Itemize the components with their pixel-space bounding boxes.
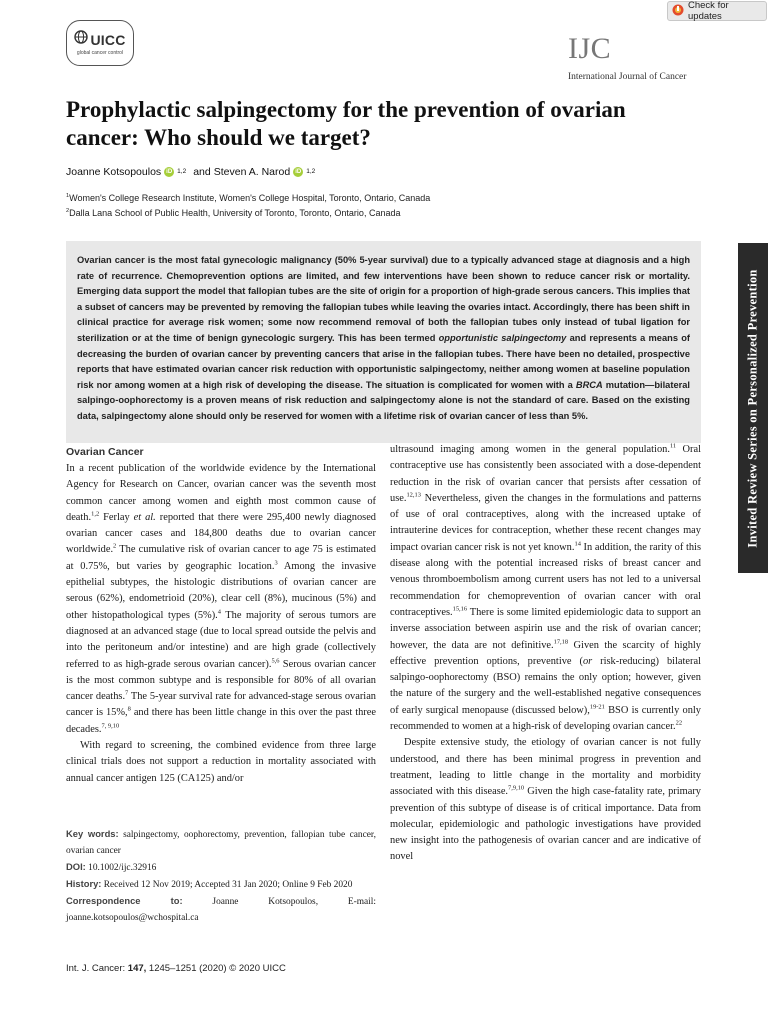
affiliation-item: $^2$Dalla Lana School of Public Health, University of Toronto, Toronto, Ontario, Canada bbox=[66, 208, 401, 218]
right-column bbox=[390, 442, 701, 866]
article-metadata bbox=[66, 826, 376, 926]
check-for-updates-button[interactable] bbox=[667, 1, 767, 21]
journal-abbreviation: IJC bbox=[568, 32, 612, 65]
author-name: Steven A. Narod bbox=[213, 166, 291, 178]
left-column bbox=[66, 444, 376, 787]
logo-tagline: global cancer control bbox=[76, 50, 124, 56]
orcid-icon[interactable]: iD bbox=[295, 169, 302, 175]
uicc-logo bbox=[66, 20, 134, 66]
author-name: Joanne Kotsopoulos bbox=[66, 166, 162, 178]
abstract-box bbox=[66, 241, 701, 443]
body-paragraph: Despite extensive study, the etiology of ovarian cancer is not fully understood, and there has been minimal progress in prevention and treatment, leading to little change in the mortality and morbidity associated with this disease.$^{7,9,10}$ Given the high case-fatality rate, primary prevention of this subtype of disease is of critical importance. Data from molecular, epidemiologic and pathologic investigations have provided new insight into the pathogenesis of ovarian cancer and are indicative of novel bbox=[390, 737, 701, 863]
history: History: Received 12 Nov 2019; Accepted 31 Jan 2020; Online 9 Feb 2020 bbox=[66, 878, 353, 890]
abstract-text: Ovarian cancer is the most fatal gynecologic malignancy (50% 5-year survival) due to a typically advanced stage at diagnosis and a high rate of recurrence. Chemoprevention options are limited, and few interventions have been shown to reduce cancer risk or mortality. Emerging data support the model that fallopian tubes are the site of origin for a proportion of high-grade serous cancers. This implies that a subset of cancers may be prevented by removing the fallopian tubes while leaving the ovaries intact. Accordingly, there has been shift in clinical practice for average risk women; some now recommend removal of both the fallopian tubes only instead of tubal ligation for sterilization or at the time of benign gynecologic surgery. This has been termed opportunistic salpingectomy and represents a means of decreasing the burden of ovarian cancer by preventing cancers that arise in the fallopian tubes. There have been no detailed, prospective reports that have estimated ovarian cancer risk reduction with opportunistic salpingectomy, neither among women at baseline population risk nor among women at a high risk of developing the disease. The situation is complicated for women with a BRCA mutation—bilateral salpingo-oophorectomy is a proven means of risk reduction and salpingectomy alone is not the standard of care. Based on the existing data, salpingectomy alone should only be reserved for women with a lifetime risk of ovarian cancer of less than 5%. bbox=[77, 255, 690, 421]
article-title: Prophylactic salpingectomy for the prevention of ovarian cancer: Who should we target? bbox=[66, 97, 626, 150]
doi-link[interactable]: 10.1002/ijc.32916 bbox=[88, 863, 157, 873]
body-paragraph: ultrasound imaging among women in the general population.$^{11}$ Oral contraceptive use has consistently been associated with a dose-dependent reduction in the risk of ovarian cancer that persists after cessation of use.$^{12,13}$ Nevertheless, given the changes in the formulations and patterns of use of oral contraceptives, along with the increased uptake of intrauterine devices for contraception, whether these recent changes may impact ovarian cancer risk is not yet known.$^{14}$ In addition, the rarity of this disease along with the potential increased risks of breast cancer and venous thromboembolism among current users has not led to a universal recommendation for chemoprevention of ovarian cancer with oral contraceptives.$^{15,16}$ There is some limited epidemiologic data to support an inverse association between aspirin use and the risk of ovarian cancer; however, the data are not definitive.$^{17,18}$ Given the scarcity of highly effective prevention options, preventive (or risk-reducing) bilateral salpingo-oophorectomy (BSO) remains the only option; however, given the nature of the surgery and the well-established negative consequences of early surgical menopause (discussed below),$^{19-21}$ BSO is currently only recommended to women at a high-risk of developing ovarian cancer.$^{22}$ bbox=[390, 442, 702, 733]
crossmark-icon bbox=[672, 4, 684, 19]
body-paragraph: In a recent publication of the worldwide evidence by the International Agency for Research on Cancer, ovarian cancer was the seventh most common cancer among women and eighth most common cause of death.$^{1,2}$ Ferlay et al. reported that there were 295,400 newly diagnosed ovarian cancer cases and 184,800 deaths due to ovarian cancer worldwide.$^2$ The cumulative risk of ovarian cancer to age 75 is estimated at 0.75%, but varies by geographic location.$^3$ Among the invasive epithelial subtypes, the histologic distributions of ovarian cancer are serous (62%), endometrioid (20%), clear cell (8%), mucinous (5%) and other histopathological types (5%).$^4$ The majority of serous tumors are diagnosed at an advanced stage (due to local spread outside the pelvis and into the peritoneum and/or intestine) and are high grade (collectively referred to as high-grade serous ovarian cancer).$^{5,6}$ Serous ovarian cancer is the most common subtype and is responsible for 80% of all ovarian cancer deaths.$^7$ The 5-year survival rate for advanced-stage serous ovarian cancer is 15%,$^8$ and there has been little change in this over the past three decades.$^{7, 9,10}$ bbox=[66, 463, 376, 735]
author-conjunction: and bbox=[193, 166, 211, 178]
affiliation-item: $^1$Women's College Research Institute, Women's College Hospital, Toronto, Ontario, Canada bbox=[66, 193, 431, 203]
logo-name: UICC bbox=[90, 31, 126, 48]
affiliations bbox=[66, 191, 430, 221]
orcid-icon[interactable]: iD bbox=[166, 169, 173, 175]
author-list: Joanne Kotsopoulos iD 1,2 and Steven A. Narod iD 1,2 bbox=[66, 166, 316, 178]
journal-name: International Journal of Cancer bbox=[568, 72, 687, 82]
globe-icon bbox=[74, 30, 88, 49]
correspondence: Correspondence to: Joanne Kotsopoulos, E-mail: joanne.kotsopoulos@wchospital.ca bbox=[66, 895, 376, 923]
check-for-updates-label: Check for updates bbox=[688, 0, 729, 22]
series-banner-label: Invited Review Series on Personalized Prevention bbox=[745, 268, 760, 548]
keywords: Key words: salpingectomy, oophorectomy, prevention, fallopian tube cancer, ovarian cancer bbox=[66, 828, 376, 856]
page-footer: Int. J. Cancer: 147, 1245–1251 (2020) © 2020 UICC bbox=[66, 963, 286, 974]
series-side-banner bbox=[738, 243, 768, 573]
section-heading: Ovarian Cancer bbox=[66, 446, 144, 458]
doi: DOI: 10.1002/ijc.32916 bbox=[66, 861, 157, 873]
body-paragraph: With regard to screening, the combined evidence from three large clinical trials does not support a reduction in mortality associated with annual cancer antigen 125 (CA125) and/or bbox=[66, 740, 376, 784]
